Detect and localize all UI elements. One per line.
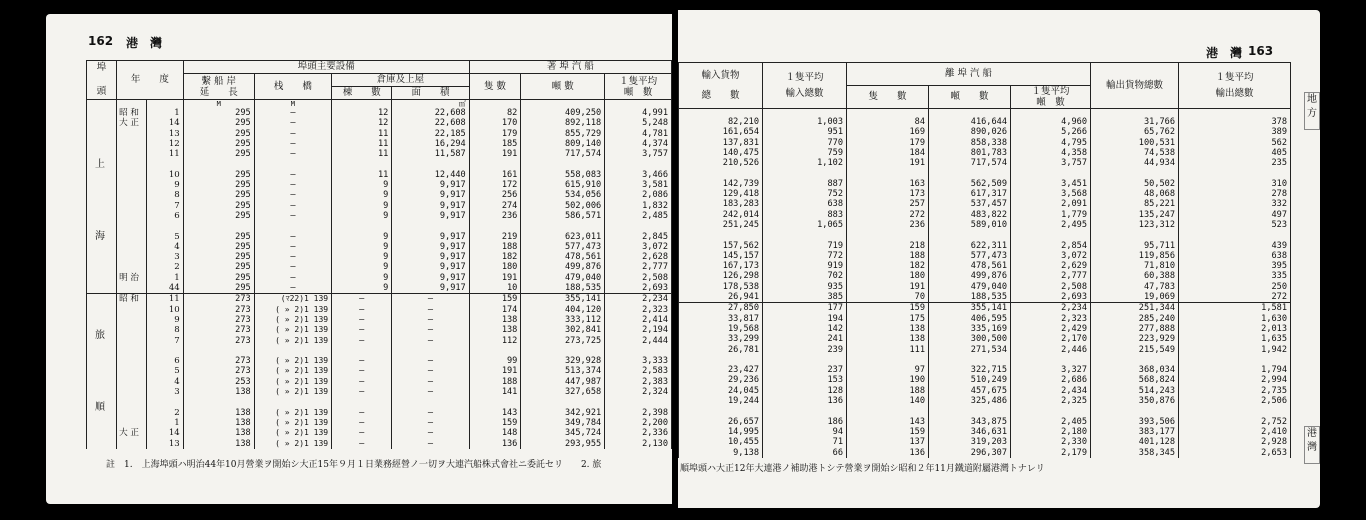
col-import-total: 輸入貨物 總 數 bbox=[679, 63, 763, 109]
col-warehouse: 倉庫及上屋 bbox=[332, 74, 470, 87]
region-shanghai: 上 海 bbox=[87, 108, 117, 294]
col-facilities: 埠頭主要設備 bbox=[183, 61, 469, 74]
col-tons: 噸 數 bbox=[929, 86, 1011, 109]
col-import-avg: １隻平均 輸入總數 bbox=[763, 63, 847, 109]
side-tab-region: 地 方 bbox=[1304, 92, 1320, 130]
col-export-avg: １隻平均 輸出總數 bbox=[1179, 63, 1291, 109]
col-berth: 繫 船 岸 延 長 bbox=[183, 74, 254, 100]
col-export-total: 輸出貨物總數 bbox=[1091, 63, 1179, 109]
col-port: 埠 頭 bbox=[87, 61, 117, 100]
col-wh-area: 面 積 bbox=[392, 87, 469, 100]
table-row-shanghai: 82,210 161,654 137,831 140,475 210,526 142,739 129,418 183,283 242,014 251,245 157,562 145,157 167,173 126,298 178,538 26,941 1,003 951 770 759 1,102 887 752 638 883 1,065 719 772 919 702 935 385 84 169 179 184 191 163 173 257 272 236 218 188 182 180 191 70 416,644 890,026 858,338 801,783 717,574 562,509 617,317 537,457 483,822 589,010 622,311 577,473 478,561 499,876 479,040 188,535 4,960 5,266 4,795 4,358 3,757 3,451 3,568 2,091 1,779 2,495 2,854 3,072 2,629 2,777 2,508 2,693 31,766 65,762 100,531 74,538 44,934 50,502 48,068 85,221 135,247 123,312 95,711 119,856 71,810 60,388 47,783 19,069 378 389 562 405 235 310 278 332 497 523 439 638 395 335 250 272 bbox=[679, 117, 1291, 303]
col-ships: 隻 數 bbox=[847, 86, 929, 109]
unit-row bbox=[679, 109, 1291, 118]
col-tons: 噸 數 bbox=[521, 74, 605, 100]
table-row-ryojun: 27,850 33,817 19,568 33,299 26,781 23,427 29,236 24,045 19,244 26,657 14,995 10,455 9,138 177 194 142 241 239 237 153 128 136 186 94 71 66 159 175 138 138 111 97 190 188 140 143 159 137 136 355,141 406,595 335,169 300,500 271,534 322,715 510,249 457,675 325,486 343,875 346,631 319,203 296,307 2,234 2,323 2,429 2,170 2,446 3,327 2,686 2,434 2,325 2,405 2,180 2,330 2,179 251,344 285,240 277,888 223,929 215,549 368,034 568,824 514,243 350,876 393,506 383,177 401,128 358,345 1,581 1,630 2,013 1,635 1,942 1,794 2,994 2,735 2,506 2,752 2,410 2,928 2,653 bbox=[679, 303, 1291, 458]
col-wh-count: 棟 數 bbox=[332, 87, 392, 100]
col-year: 年 度 bbox=[117, 61, 184, 100]
right-page bbox=[678, 10, 1320, 508]
table-row-shanghai: 上 海 昭 和 大 正 明 治 1 14 13 12 11 10 9 8 7 6 5 4 3 2 1 44 295 295 295 295 295 295 295 295 295 295 295 295 295 295 295 295 — — — — — — — — — — — — — — — — 12 12 11 11 11 11 9 9 9 9 9 9 9 9 9 9 22,608 22,608 22,185 16,294 11,587 12,440 9,917 9,917 9,917 9,917 9,917 9,917 9,917 9,917 9,917 9,917 82 170 179 185 191 161 172 256 274 236 219 188 182 180 191 10 409,250 892,118 855,729 809,140 717,574 558,083 615,910 534,056 502,006 586,571 623,011 577,473 478,561 499,876 479,040 188,535 4,991 5,248 4,781 4,374 3,757 3,466 3,581 2,086 1,832 2,485 2,845 3,072 2,628 2,777 2,508 2,693 bbox=[87, 108, 672, 294]
region-ryojun: 旅 順 bbox=[87, 294, 117, 449]
col-avg: １隻平均 噸 數 bbox=[605, 74, 672, 100]
page-title: 港 灣 bbox=[1206, 46, 1243, 60]
page-number: 163 bbox=[1248, 44, 1274, 58]
col-avg: １隻平均 噸 數 bbox=[1011, 86, 1091, 109]
footnote-left: 註 1. 上海埠頭ハ明治44年10月營業ヲ開始シ大正15年９月１日業務經營ノ一切ヲ大連汽船株式會社ニ委託セリ 2. 旅 bbox=[106, 460, 602, 470]
col-arrivals: 著 埠 汽 船 bbox=[469, 61, 671, 74]
footnote-right: 順埠頭ハ大正12年大連港ノ補助港トシテ營業ヲ開始シ昭和２年11月鐵道附屬港灣トナレリ bbox=[680, 464, 1045, 474]
page-title: 港 灣 bbox=[126, 36, 163, 50]
col-bridge: 栈 橋 bbox=[254, 74, 331, 100]
right-table bbox=[678, 62, 1291, 458]
left-table bbox=[86, 60, 672, 449]
table-row-ryojun: 旅 順 昭 和 大 正 11 10 9 8 7 6 5 4 3 2 1 14 13 273 273 273 273 273 273 273 253 138 138 138 138 138 (ﾏ22)1 139 ( » 2)1 139 ( » 2)1 139 ( » 2)1 139 ( » 2)1 139 ( » 2)1 139 ( » 2)1 139 ( » 2)1 139 ( » 2)1 139 ( » 2)1 139 ( » 2)1 139 ( » 2)1 139 ( » 2)1 139 — — — — — — — — — — — — — — — — — — — — — — — — — — 159 174 138 138 112 99 191 188 141 143 159 148 136 355,141 404,120 333,112 302,841 273,725 329,928 513,374 447,987 327,658 342,921 349,784 345,724 293,955 2,234 2,323 2,414 2,194 2,444 3,333 2,583 2,383 2,324 2,398 2,200 2,336 2,130 bbox=[87, 294, 672, 449]
left-page bbox=[46, 14, 672, 504]
side-tab-harbor: 港 灣 bbox=[1304, 426, 1320, 464]
col-departures: 離 埠 汽 船 bbox=[847, 63, 1091, 86]
col-ships: 隻 數 bbox=[469, 74, 521, 100]
page-number: 162 bbox=[88, 34, 114, 48]
unit-row: M M ㎡ bbox=[87, 100, 672, 109]
